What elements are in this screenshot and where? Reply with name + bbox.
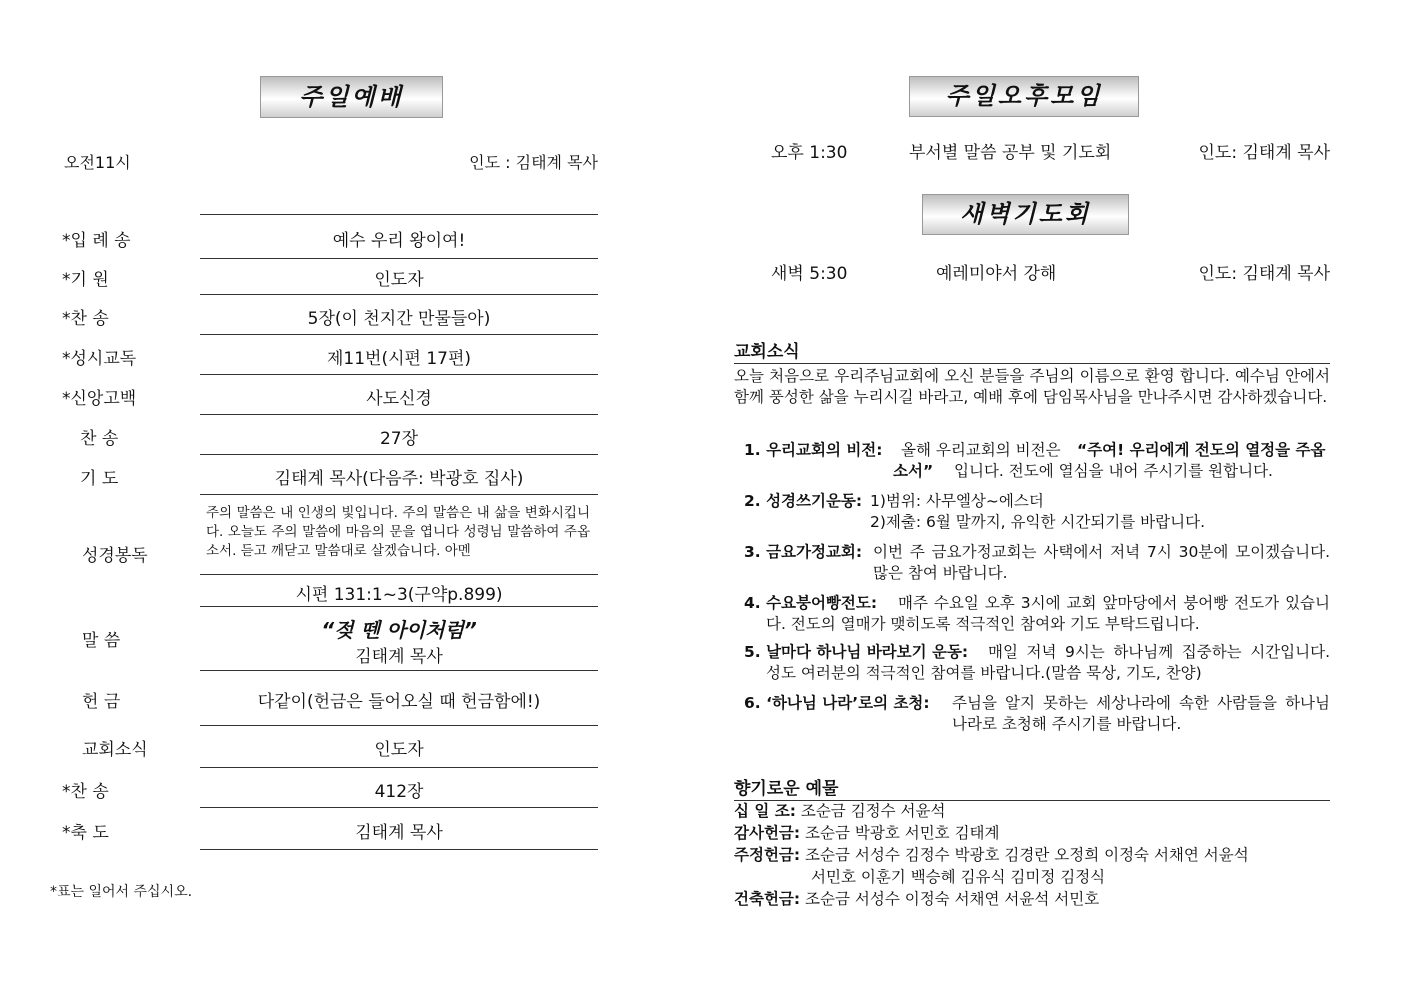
table-line [200, 807, 598, 808]
order-label: *기 원 [62, 270, 109, 290]
afternoon-desc: 부서별 말씀 공부 및 기도회 [909, 143, 1112, 163]
news-item-6-text: 주님을 알지 못하는 세상나라에 속한 사람들을 하나님 나라로 초청해 주시기를 바랍니다. [952, 694, 1330, 733]
news-item-1-head: 1. 우리교회의 비전: [744, 441, 883, 459]
news-item-6-head: 6. ‘하나님 나라’로의 초청: [744, 694, 930, 712]
news-item-1-text-b: 입니다. 전도에 열심을 내어 주시기를 원합니다. [954, 462, 1273, 480]
order-label: *찬 송 [62, 782, 109, 802]
sermon-label: 말 씀 [82, 631, 121, 651]
offering-row [734, 844, 1249, 866]
offering-names: 조순금 김정수 서윤석 [800, 802, 946, 820]
table-line [200, 574, 598, 575]
table-line [200, 725, 598, 726]
order-value: 김태계 목사(다음주: 박광호 집사) [274, 469, 524, 489]
news-item-3-head: 3. 금요가정교회: [744, 543, 863, 561]
news-intro: 오늘 처음으로 우리주님교회에 오신 분들을 주님의 이름으로 환영 합니다. 예수님 안에서 함께 풍성한 삶을 누리시길 바라고, 예배 후에 담임목사님을 만나주시면 감사하겠습니다. [734, 367, 1330, 406]
news-item-1-text-a: 올해 우리교회의 비전은 [901, 441, 1061, 459]
offering-label: 건축헌금: [734, 890, 801, 908]
order-label: *성시교독 [62, 349, 137, 369]
table-line [200, 374, 598, 375]
reading-label: 성경봉독 [82, 546, 148, 566]
news-item-3-text: 이번 주 금요가정교회는 사택에서 저녁 7시 30분에 모이겠습니다. 많은 참여 바랍니다. [873, 543, 1330, 582]
offering-names: 조순금 서성수 이정숙 서채연 서윤석 서민호 [805, 890, 1100, 908]
reading-text: 주의 말씀은 내 인생의 빛입니다. 주의 말씀은 내 삶을 변화시킵니다. 오늘도 주의 말씀에 마음의 문을 엽니다 성령님 말씀하여 주옵소서. 듣고 깨닫고 말씀대로 살겠습니다. 아멘 [206, 505, 590, 559]
dawn-leader: 인도: 김태계 목사 [1198, 264, 1330, 284]
order-value: 김태계 목사 [355, 823, 443, 843]
order-value: 제11번(시편 17편) [326, 349, 472, 369]
afternoon-leader: 인도: 김태계 목사 [1198, 143, 1330, 163]
news-title: 교회소식 [734, 337, 1330, 364]
sermon-speaker: 김태계 목사 [355, 647, 443, 667]
table-line [200, 606, 598, 607]
offering-row [734, 800, 945, 822]
table-line [200, 494, 598, 495]
dawn-time: 새벽 5:30 [771, 264, 848, 284]
order-label: *찬 송 [62, 309, 109, 329]
news-item-2-line1: 1)범위: 사무엘상~에스더 [870, 492, 1044, 510]
afternoon-time: 오후 1:30 [771, 143, 848, 163]
order-label: 찬 송 [80, 429, 119, 449]
order-label: *신앙고백 [62, 389, 137, 409]
offering-names: 서민호 이훈기 백승혜 김유식 김미정 김정식 [811, 868, 1106, 886]
offering-row [811, 866, 1105, 888]
offering-names: 조순금 박광호 서민호 김태계 [805, 824, 1000, 842]
offering-label: 십 일 조: [734, 802, 796, 820]
offering-names: 조순금 서성수 김정수 박광호 김경란 오정희 이정숙 서채연 서윤석 [805, 846, 1249, 864]
dawn-title: 새벽기도회 [922, 194, 1129, 235]
order-label: *축 도 [62, 823, 109, 843]
worship-title: 주일예배 [260, 76, 443, 118]
order-value: 인도자 [374, 740, 424, 760]
worship-leader: 인도 : 김태계 목사 [469, 153, 598, 172]
order-value: 다같이(헌금은 들어오실 때 헌금함에!) [257, 692, 541, 712]
order-value: 예수 우리 왕이여! [332, 231, 466, 251]
offering-label: 주정헌금: [734, 846, 801, 864]
offering-label: 감사헌금: [734, 824, 801, 842]
table-line [200, 849, 598, 850]
table-line [200, 258, 598, 259]
worship-time: 오전11시 [64, 153, 131, 172]
news-item-5-head: 5. 날마다 하나님 바라보기 운동: [744, 643, 969, 661]
table-line [200, 454, 598, 455]
order-value: 사도신경 [366, 389, 432, 409]
table-line [200, 214, 598, 215]
offering-row [734, 888, 1099, 910]
sermon-title: “젖 뗀 아이처럼” [321, 618, 477, 642]
table-line [200, 334, 598, 335]
table-line [200, 767, 598, 768]
dawn-desc: 예레미야서 강해 [936, 264, 1057, 284]
reading-ref: 시편 131:1~3(구약p.899) [295, 585, 503, 605]
news-item-1-quote: “주여! 우리에게 전도의 열정을 주옵소서” [893, 441, 1326, 480]
order-value: 27장 [379, 429, 419, 449]
table-line [200, 414, 598, 415]
order-value: 인도자 [374, 270, 424, 290]
news-item-5-text: 매일 저녁 9시는 하나님께 집중하는 시간입니다. 성도 여러분의 적극적인 참여를 바랍니다.(말씀 묵상, 기도, 찬양) [766, 643, 1330, 682]
table-line [200, 670, 598, 671]
table-line [200, 294, 598, 295]
order-label: 헌 금 [82, 692, 121, 712]
order-label: 기 도 [80, 469, 119, 489]
order-label: *입 례 송 [62, 231, 131, 251]
order-value: 412장 [374, 782, 424, 802]
news-item-2-head: 2. 성경쓰기운동: [744, 492, 863, 510]
news-item-4-head: 4. 수요붕어빵전도: [744, 594, 878, 612]
order-value: 5장(이 천지간 만물들아) [307, 309, 491, 329]
offering-title: 향기로운 예물 [734, 774, 1330, 801]
order-label: 교회소식 [82, 740, 148, 760]
footnote: *표는 일어서 주십시오. [50, 884, 193, 900]
afternoon-title: 주일오후모임 [909, 76, 1139, 117]
offering-row [734, 822, 1000, 844]
news-item-2-line2: 2)제출: 6월 말까지, 유익한 시간되기를 바랍니다. [870, 513, 1205, 531]
news-item-4-text: 매주 수요일 오후 3시에 교회 앞마당에서 붕어빵 전도가 있습니다. 전도의 열매가 맺히도록 적극적인 참여와 기도 부탁드립니다. [766, 594, 1330, 633]
